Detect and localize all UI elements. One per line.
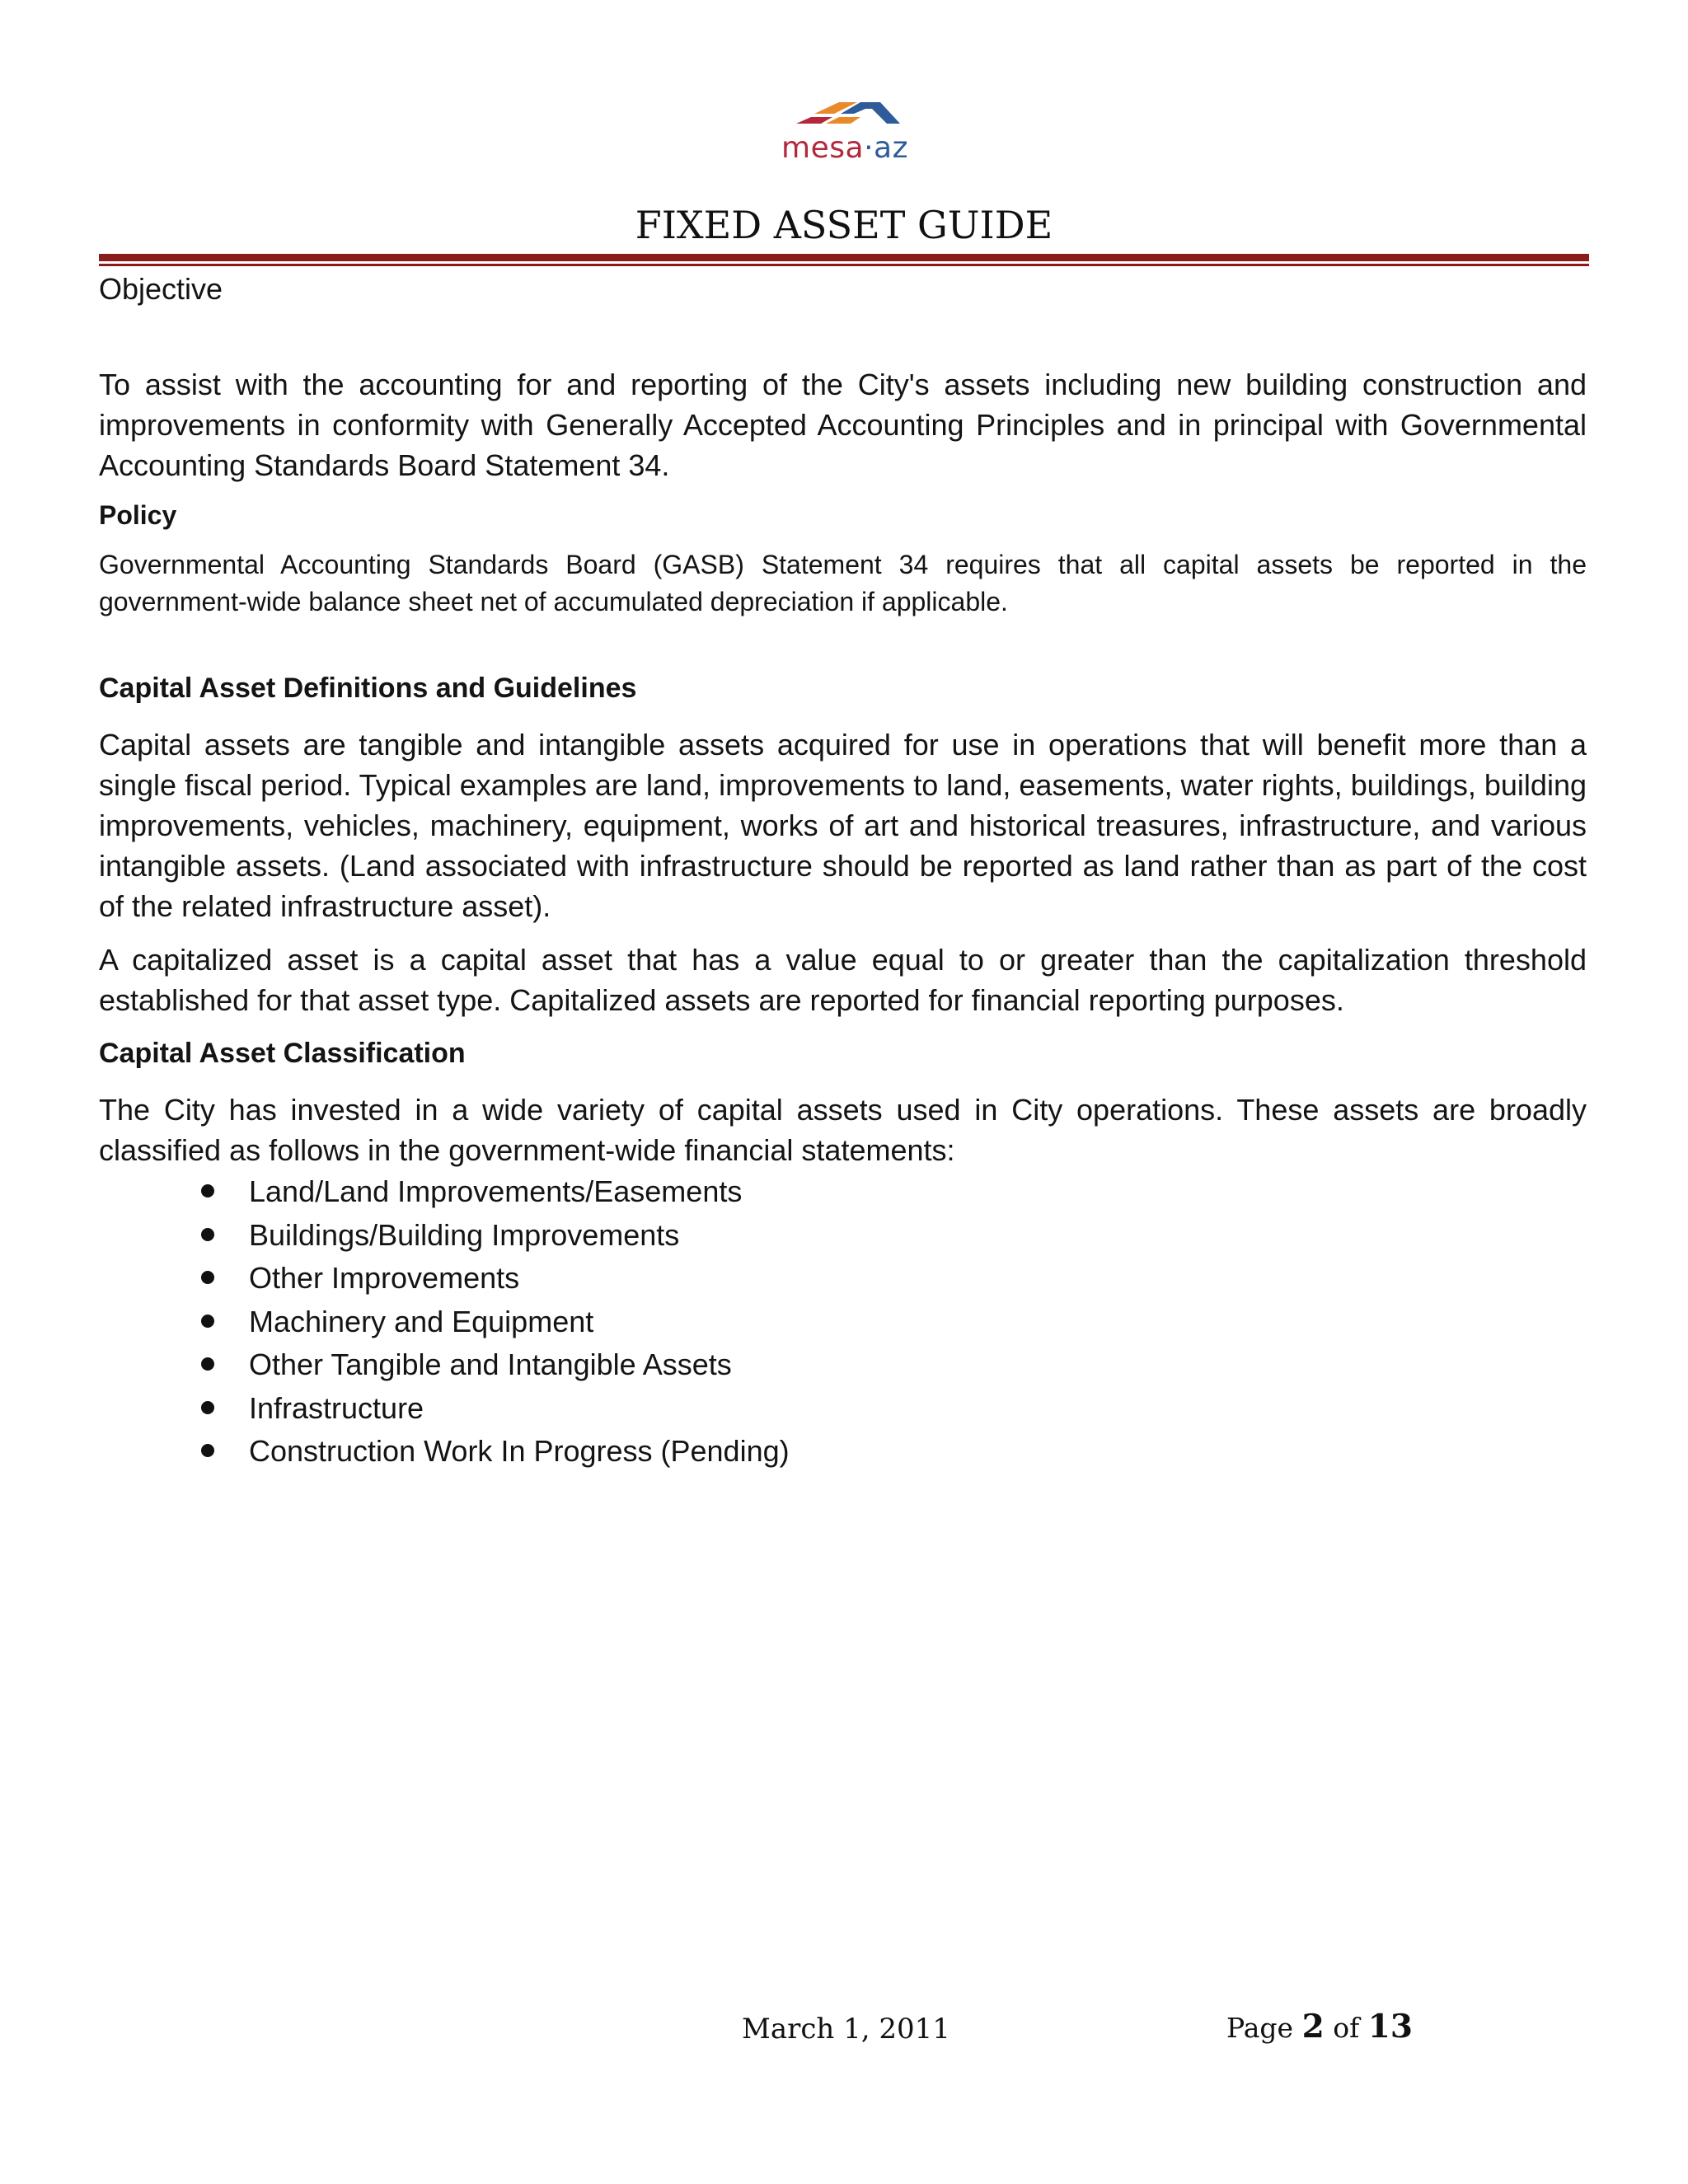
bullet-icon	[201, 1444, 214, 1457]
list-item: Buildings/Building Improvements	[99, 1214, 1587, 1258]
classification-list	[99, 1170, 1587, 1474]
classification-heading: Capital Asset Classification	[99, 1038, 466, 1069]
list-item: Infrastructure	[99, 1387, 1587, 1431]
document-title: FIXED ASSET GUIDE	[635, 203, 1053, 247]
document-body	[99, 269, 1587, 1474]
bullet-icon	[201, 1315, 214, 1328]
bullet-icon	[201, 1228, 214, 1241]
classification-intro: The City has invested in a wide variety of capital assets used in City operations. These assets are broadly classified as follows in the government-wide financial statements:	[99, 1093, 1587, 1167]
list-item: Other Tangible and Intangible Assets	[99, 1343, 1587, 1387]
title-rule-thick	[99, 254, 1589, 261]
policy-heading: Policy	[99, 500, 177, 530]
bullet-icon	[201, 1357, 214, 1371]
footer-page-number	[1226, 2008, 1413, 2047]
title-rule-thin	[99, 264, 1589, 266]
objective-text: To assist with the accounting for and reporting of the City's assets including new building construction and improvements in conformity with Generally Accepted Accounting Principles and in principal with Governmental Accounting Standards Board Statement 34.	[99, 368, 1587, 482]
list-item: Land/Land Improvements/Easements	[99, 1170, 1587, 1214]
logo-text-dot: ·	[864, 131, 874, 165]
list-item: Construction Work In Progress (Pending)	[99, 1430, 1587, 1474]
page-label: Page	[1226, 2012, 1294, 2044]
definitions-para-1: Capital assets are tangible and intangible assets acquired for use in operations that will benefit more than a single fiscal period. Typical examples are land, improvements to land, easements, water rights, buildings, building improvements, vehicles, machinery, equipment, works of art and historical treasures, infrastructure, and various intangible assets. (Land associated with infrastructure should be reported as land rather than as part of the cost of the related infrastructure asset).	[99, 728, 1587, 923]
logo-text-main: mesa	[781, 131, 865, 165]
bullet-icon	[201, 1271, 214, 1284]
list-item: Other Improvements	[99, 1257, 1587, 1301]
policy-text: Governmental Accounting Standards Board (GASB) Statement 34 requires that all capital assets be reported in the government-wide balance sheet net of accumulated depreciation if applicable.	[99, 550, 1587, 616]
bullet-icon	[201, 1184, 214, 1197]
logo-text-suffix: az	[874, 131, 908, 165]
definitions-para-2: A capitalized asset is a capital asset that has a value equal to or greater than the capitalization threshold established for that asset type. Capitalized assets are reported for financial reporting purposes.	[99, 943, 1587, 1017]
page-current: 2	[1301, 2008, 1325, 2046]
mesa-az-logo	[775, 97, 915, 167]
objective-label: Objective	[99, 272, 223, 306]
definitions-heading: Capital Asset Definitions and Guidelines	[99, 673, 637, 704]
logo-wordmark	[775, 132, 915, 165]
list-item: Machinery and Equipment	[99, 1301, 1587, 1344]
footer-date: March 1, 2011	[742, 2013, 950, 2046]
page-total: 13	[1367, 2008, 1414, 2046]
logo-mark-icon	[775, 97, 915, 134]
page-of: of	[1333, 2012, 1360, 2044]
bullet-icon	[201, 1401, 214, 1414]
